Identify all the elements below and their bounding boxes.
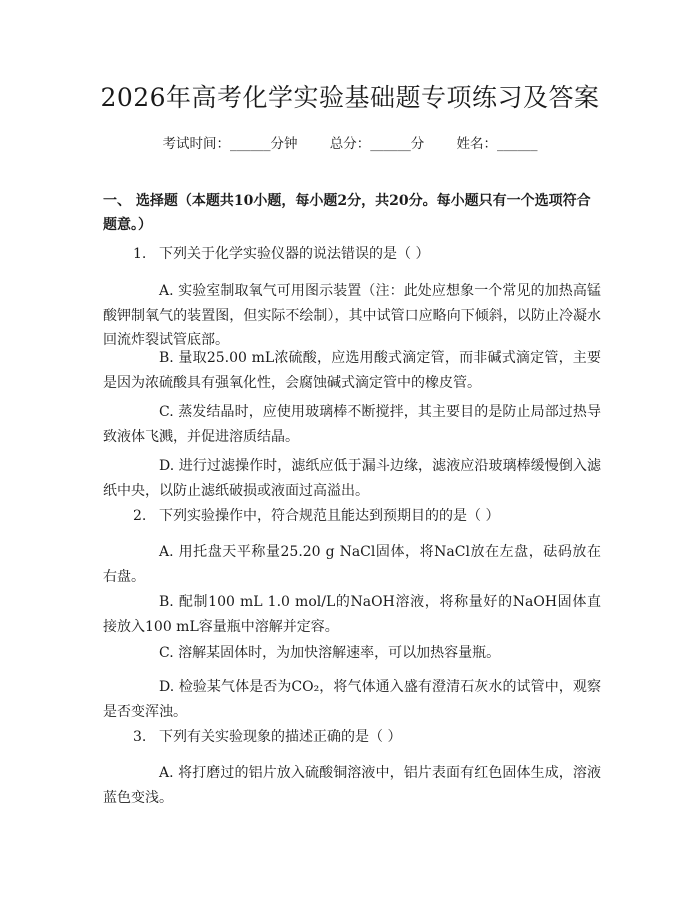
exam-info-line: [0, 132, 700, 152]
question-text: 下列关于化学实验仪器的说法错误的是（ ）: [159, 246, 430, 262]
question-2-option-b: B. 配制100 mL 1.0 mol/L的NaOH溶液，将称量好的NaOH固体直接放入100 mL容量瓶中溶解并定容。: [103, 594, 601, 635]
question-2-option-d: D. 检验某气体是否为CO₂，将气体通入盛有澄清石灰水的试管中，观察是否变浑浊。: [103, 679, 601, 720]
question-1-option-a: A. 实验室制取氧气可用图示装置（注：此处应想象一个常见的加热高锰酸钾制氧气的装置图，但实际不绘制），其中试管口应略向下倾斜，以防止冷凝水回流炸裂试管底部。: [103, 283, 601, 348]
question-number: 1.: [133, 246, 147, 262]
section-heading-multiple-choice: 一、 选择题（本题共10小题，每小题2分，共20分。每小题只有一个选项符合题意。）: [103, 193, 591, 233]
question-3-option-a: A. 将打磨过的铝片放入硫酸铜溶液中，铝片表面有红色固体生成，溶液蓝色变浅。: [103, 765, 601, 806]
exam-time-field: 考试时间：______分钟: [162, 136, 298, 152]
question-text: 下列有关实验现象的描述正确的是（ ）: [159, 729, 402, 745]
question-text: 下列实验操作中，符合规范且能达到预期目的的是（ ）: [159, 508, 500, 524]
document-title: 2026年高考化学实验基础题专项练习及答案: [100, 83, 600, 112]
question-2-stem: [133, 505, 593, 527]
question-2-option-c: C. 溶解某固体时，为加快溶解速率，可以加热容量瓶。: [159, 645, 501, 661]
total-score-field: 总分：______分: [329, 136, 425, 152]
question-number: 3.: [133, 729, 147, 745]
student-name-field: 姓名：______: [456, 136, 538, 152]
question-2-option-a: A. 用托盘天平称量25.20 g NaCl固体，将NaCl放在左盘，砝码放在右盘。: [103, 544, 601, 585]
question-1-stem: [133, 243, 593, 265]
question-1-option-c: C. 蒸发结晶时，应使用玻璃棒不断搅拌，其主要目的是防止局部过热导致液体飞溅，并促进溶质结晶。: [103, 404, 601, 445]
question-1-option-d: D. 进行过滤操作时，滤纸应低于漏斗边缘，滤液应沿玻璃棒缓慢倒入滤纸中央，以防止滤纸破损或液面过高溢出。: [103, 458, 601, 499]
question-1-option-b: B. 量取25.00 mL浓硫酸，应选用酸式滴定管，而非碱式滴定管，主要是因为浓硫酸具有强氧化性，会腐蚀碱式滴定管中的橡皮管。: [103, 350, 601, 391]
question-number: 2.: [133, 508, 147, 524]
question-3-stem: [133, 726, 593, 748]
